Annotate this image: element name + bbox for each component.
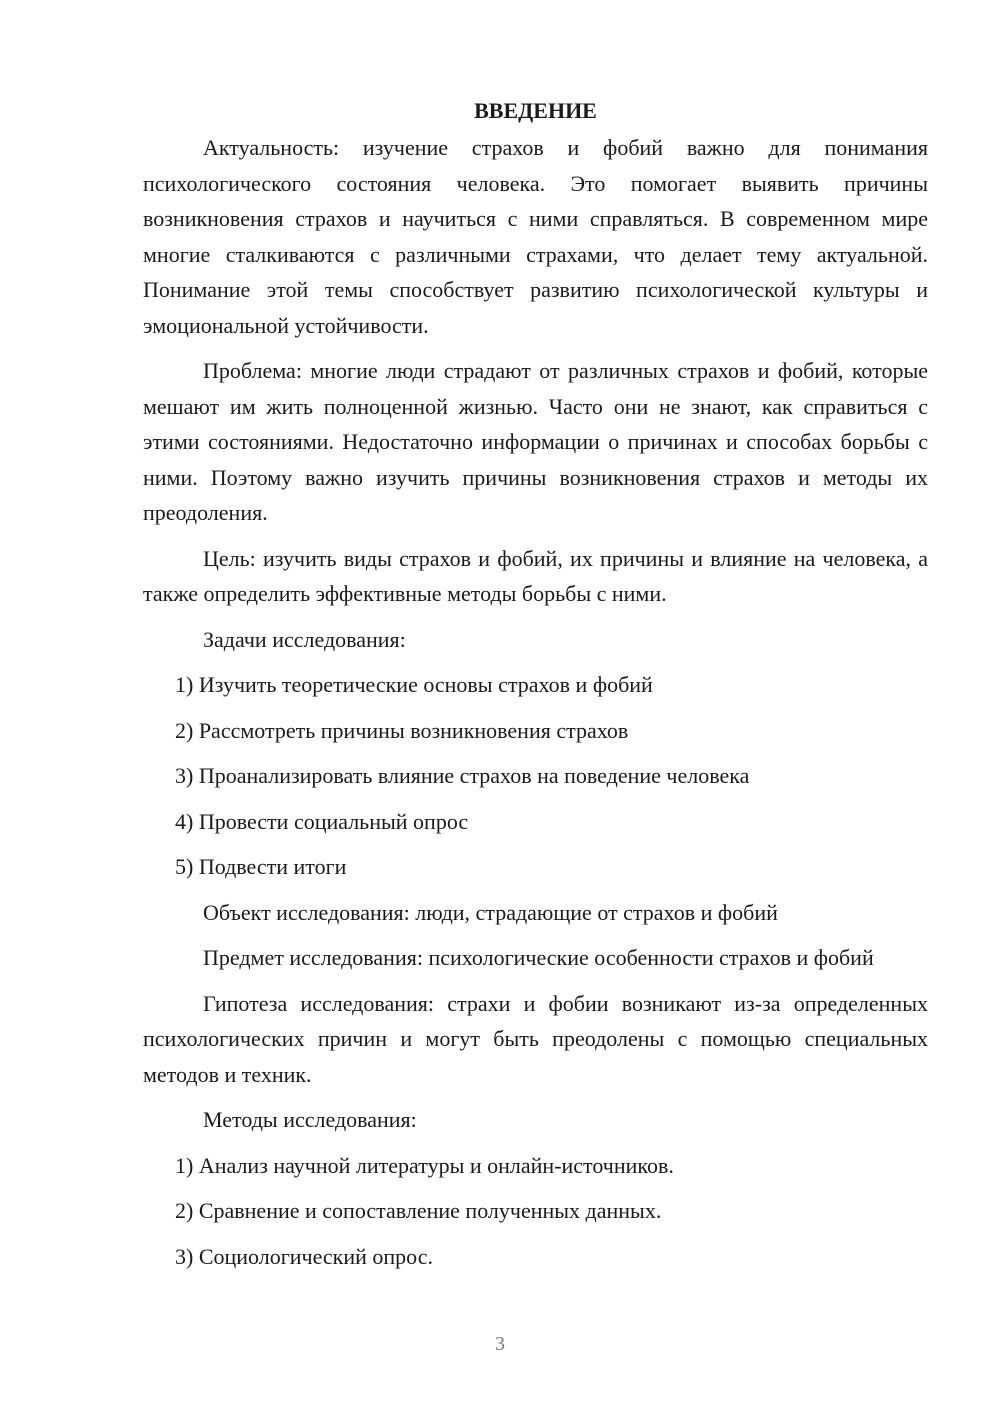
list-item-task: 5) Подвести итоги — [175, 854, 347, 879]
page-title: ВВЕДЕНИЕ — [474, 98, 597, 123]
list-item-task: 4) Провести социальный опрос — [175, 808, 469, 834]
list-item-method: 1) Анализ научной литературы и онлайн-источников. — [175, 1152, 674, 1178]
list-item-task: 2) Рассмотреть причины возникновения страхов — [175, 717, 629, 743]
paragraph-goal: Цель: изучить виды страхов и фобий, их причины и влияние на человека, а также определить эффективные методы борьбы с ними. — [143, 545, 928, 606]
tasks-list — [143, 667, 928, 885]
methods-heading: Методы исследования: — [203, 1107, 417, 1132]
tasks-heading: Задачи исследования: — [203, 626, 406, 652]
list-item-method: 2) Сравнение и сопоставление полученных данных. — [175, 1198, 662, 1223]
paragraph-subject: Предмет исследования: психологические особенности страхов и фобий — [203, 945, 874, 970]
object-line: Объект исследования: люди, страдающие от страхов и фобий — [203, 899, 778, 925]
methods-list — [143, 1148, 928, 1275]
list-item-method: 3) Социологический опрос. — [175, 1243, 433, 1269]
list-item-task: 1) Изучить теоретические основы страхов и фобий — [175, 672, 653, 697]
paragraph-problem: Проблема: многие люди страдают от различных страхов и фобий, которые мешают им жить полноценной жизнью. Часто они не знают, как справиться с этими состояниями. Недостаточно информации о причинах и способах борьбы с ними. Поэтому важно изучить причины возникновения страхов и методы их преодоления. — [143, 358, 928, 525]
paragraph-hypothesis: Гипотеза исследования: страхи и фобии возникают из-за определенных психологических причин и могут быть преодолены с помощью специальных методов и техник. — [143, 990, 928, 1087]
paragraph-relevance: Актуальность: изучение страхов и фобий важно для понимания психологического состояния человека. Это помогает выявить причины возникновения страхов и научиться с ними справляться. В современном мире многие сталкиваются с различными страхами, что делает тему актуальной. Понимание этой темы способствует развитию психологической культуры и эмоциональной устойчивости. — [143, 135, 928, 338]
document-page — [143, 96, 928, 1284]
list-item-task: 3) Проанализировать влияние страхов на поведение человека — [175, 763, 750, 788]
page-number: 3 — [495, 1333, 505, 1355]
